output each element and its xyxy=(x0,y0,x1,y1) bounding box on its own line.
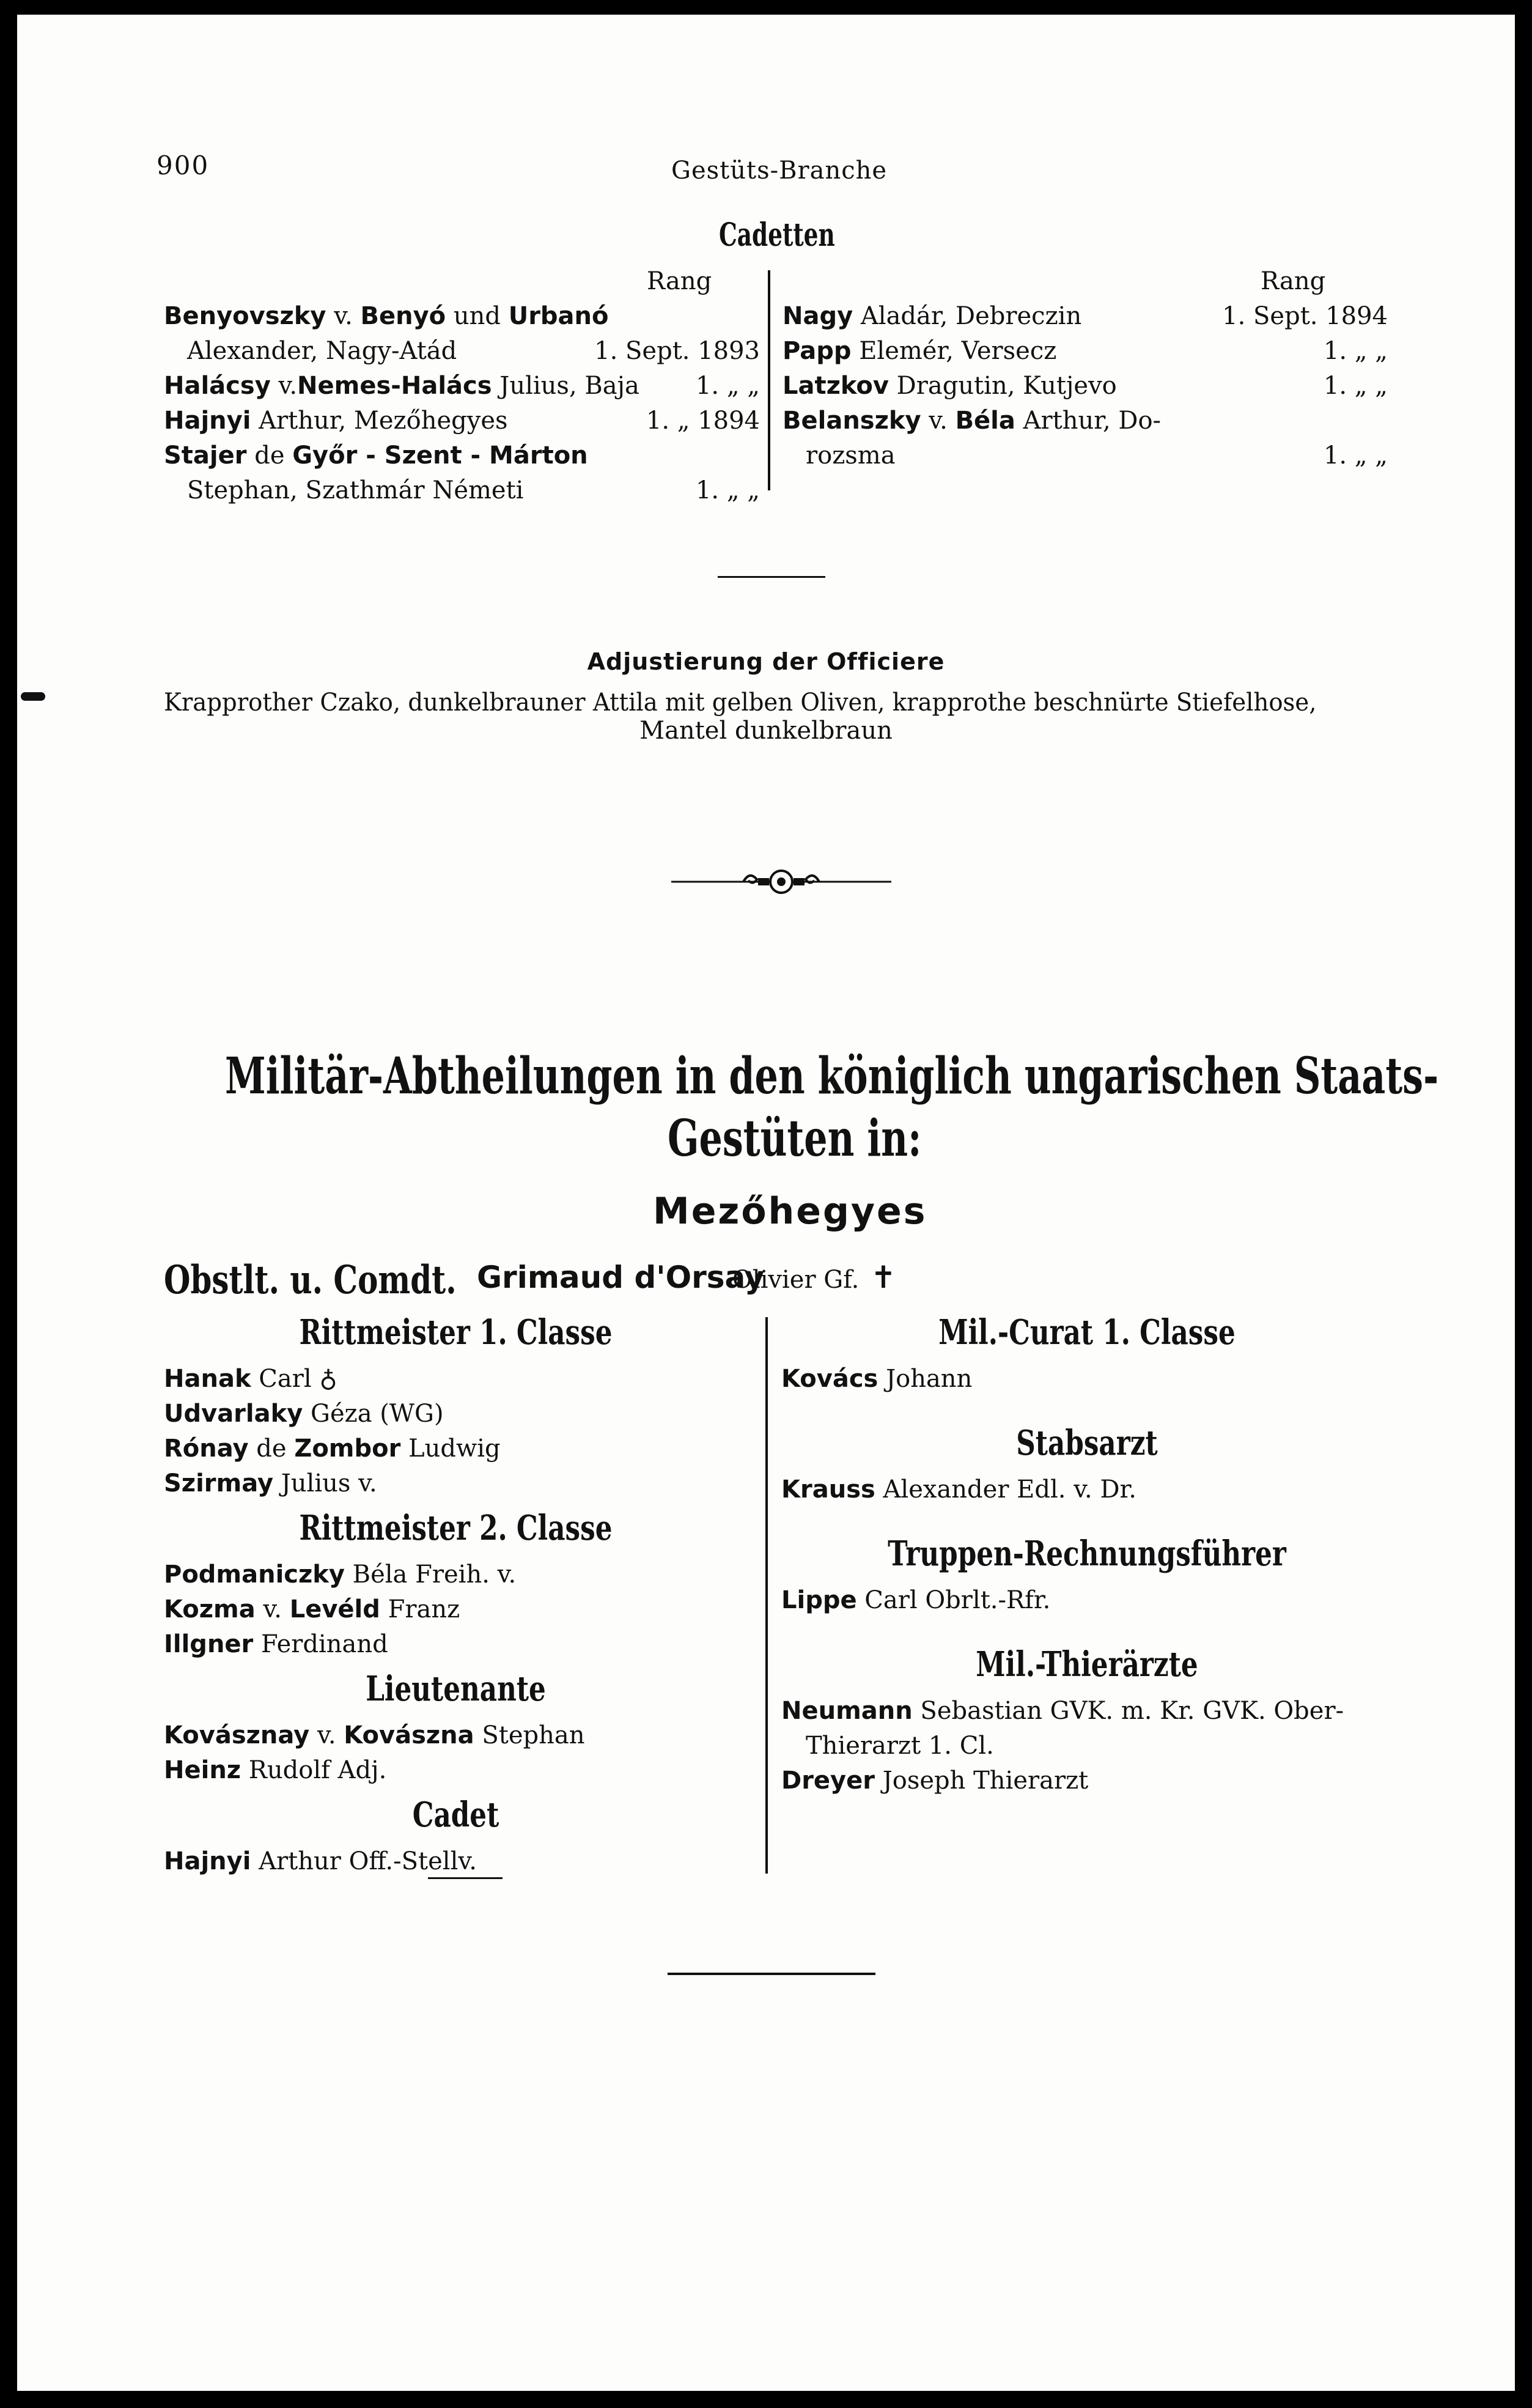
cadetten-right-list xyxy=(783,299,1388,473)
cadet-entry xyxy=(164,299,760,334)
entry-given-names: Dragutin, Kutjevo xyxy=(888,372,1117,400)
staff-entry xyxy=(781,1764,1393,1798)
entry-surname-part: Nemes-Halács xyxy=(297,372,492,400)
entry-given-names: Julius, Baja xyxy=(492,372,639,400)
entry-given-names: Alexander Edl. v. Dr. xyxy=(875,1475,1136,1504)
entry-surname: Halácsy xyxy=(164,372,271,400)
staff-entry xyxy=(164,1844,748,1879)
entry-surname-part: Levéld xyxy=(289,1595,380,1623)
cadetten-left-list xyxy=(164,299,760,508)
entry-surname: Dreyer xyxy=(781,1767,875,1795)
commander-details: Olivier Gf. xyxy=(732,1266,860,1294)
staff-entry xyxy=(164,1397,748,1431)
entry-surname: Rónay xyxy=(164,1435,249,1463)
entry-given-names: Sebastian GVK. m. Kr. GVK. Ober- xyxy=(912,1697,1344,1725)
cross-icon: ✝ xyxy=(871,1260,896,1295)
lower-divider xyxy=(765,1317,768,1874)
entry-rang: 1. „ „ xyxy=(1323,372,1388,400)
entry-surname: Nagy xyxy=(783,302,853,330)
entry-rang: 1. „ „ xyxy=(1323,337,1388,365)
entry-given-names: Ludwig xyxy=(400,1435,501,1463)
cadet-entry xyxy=(783,369,1388,404)
column-heading: Lieutenante xyxy=(366,1669,546,1709)
adjustierung-title: Adjustierung der Officiere xyxy=(587,648,945,675)
entry-given-names: Elemér, Versecz xyxy=(851,337,1057,365)
entry-particle: v. xyxy=(921,407,956,435)
entry-particle: v. xyxy=(309,1721,344,1749)
entry-surname: Heinz xyxy=(164,1756,241,1784)
column-heading: Rittmeister 1. Classe xyxy=(299,1312,613,1353)
section-title-line-1: Militär-Abtheilungen in den königlich ungarischen Staats- xyxy=(225,1047,1439,1106)
cadet-entry xyxy=(164,334,760,369)
entry-given-names: Thierarzt 1. Cl. xyxy=(806,1732,994,1760)
entry-given-names: Rudolf Adj. xyxy=(241,1756,387,1784)
adjustierung-line-1: Krapprother Czako, dunkelbrauner Attila mit gelben Oliven, krapprothe beschnürte Stiefelhose, xyxy=(164,689,1317,717)
staff-entry xyxy=(164,1627,748,1662)
entry-surname: Neumann xyxy=(781,1697,913,1725)
staff-entry xyxy=(164,1431,748,1466)
entry-rang: 1. „ „ xyxy=(695,372,760,400)
entry-surname: Papp xyxy=(783,337,852,365)
entry-particle: v. xyxy=(326,302,361,330)
staff-entry xyxy=(164,1718,748,1753)
page-number: 900 xyxy=(157,150,210,180)
left-column xyxy=(164,1314,748,1879)
entry-particle: de xyxy=(248,1435,295,1463)
entry-surname-part: Kovászna xyxy=(344,1721,474,1749)
entry-surname: Benyovszky xyxy=(164,302,326,330)
entry-given-names: Arthur Off.-Stellv. xyxy=(251,1847,477,1875)
entry-particle: und xyxy=(446,302,509,330)
staff-entry xyxy=(164,1466,748,1501)
entry-text: Stephan, Szathmár Németi xyxy=(187,476,524,504)
entry-rang: 1. „ „ xyxy=(695,476,760,504)
entry-rang: 1. Sept. 1893 xyxy=(594,337,760,365)
entry-surname-part: Urbanó xyxy=(508,302,609,330)
entry-rang: 1. „ 1894 xyxy=(646,407,760,435)
entry-rang: 1. Sept. 1894 xyxy=(1222,302,1388,330)
entry-given-names: Ferdinand xyxy=(253,1630,388,1658)
cadet-entry xyxy=(783,334,1388,369)
entry-text: Alexander, Nagy-Atád xyxy=(187,337,457,365)
staff-entry xyxy=(781,1472,1393,1507)
cadet-entry xyxy=(164,473,760,508)
column-heading: Rittmeister 2. Classe xyxy=(299,1508,613,1548)
cadet-entry xyxy=(164,369,760,404)
entry-surname: Hajnyi xyxy=(164,1847,251,1875)
entry-surname: Hanak xyxy=(164,1365,251,1393)
staff-entry xyxy=(164,1362,748,1397)
entry-text: rozsma xyxy=(806,441,896,470)
cadet-entry xyxy=(783,299,1388,334)
ornament-divider-icon xyxy=(671,865,891,899)
entry-given-names: Aladár, Debreczin xyxy=(853,302,1082,330)
adjustierung-line-2: Mantel dunkelbraun xyxy=(639,717,893,745)
commander-surname: Grimaud d'Orsay xyxy=(477,1260,765,1295)
rang-label-right: Rang xyxy=(1261,267,1326,295)
entry-surname: Belanszky xyxy=(783,407,921,435)
entry-surname: Latzkov xyxy=(783,372,889,400)
staff-entry xyxy=(781,1694,1393,1729)
entry-rang: 1. „ „ xyxy=(1323,441,1388,470)
entry-surname: Lippe xyxy=(781,1586,857,1614)
entry-surname-part: Benyó xyxy=(360,302,446,330)
section-title-line-2: Gestüten in: xyxy=(668,1109,922,1168)
cadetten-title: Cadetten xyxy=(719,216,835,254)
entry-given-names: Carl ♁ xyxy=(251,1365,337,1393)
commander-rank: Obstlt. u. Comdt. xyxy=(164,1257,457,1303)
rang-label-left: Rang xyxy=(647,267,712,295)
left-end-rule xyxy=(428,1877,503,1879)
staff-entry xyxy=(164,1753,748,1788)
entry-particle: de xyxy=(246,441,293,470)
column-heading: Mil.-Curat 1. Classe xyxy=(938,1312,1236,1353)
entry-surname: Podmaniczky xyxy=(164,1560,345,1589)
cadet-entry xyxy=(783,404,1388,438)
margin-mark xyxy=(21,692,45,701)
right-column xyxy=(781,1314,1393,1798)
column-heading: Stabsarzt xyxy=(1016,1423,1158,1463)
entry-surname-part: Győr - Szent - Márton xyxy=(292,441,588,470)
column-heading: Cadet xyxy=(412,1795,499,1835)
entry-given-names: Joseph Thierarzt xyxy=(875,1767,1089,1795)
staff-entry xyxy=(781,1729,1393,1764)
entry-given-names: Julius v. xyxy=(273,1469,377,1498)
entry-surname: Kovásznay xyxy=(164,1721,310,1749)
entry-given-names: Géza (WG) xyxy=(303,1400,444,1428)
entry-surname: Stajer xyxy=(164,441,247,470)
entry-surname: Kovács xyxy=(781,1365,878,1393)
entry-surname-part: Béla xyxy=(955,407,1015,435)
entry-given-names: Carl Obrlt.-Rfr. xyxy=(856,1586,1051,1614)
entry-surname: Hajnyi xyxy=(164,407,251,435)
column-heading: Truppen-Rechnungsführer xyxy=(888,1534,1286,1574)
staff-entry xyxy=(781,1362,1393,1397)
cadet-entry xyxy=(164,404,760,438)
entry-particle: v. xyxy=(270,372,298,400)
entry-surname-part: Zombor xyxy=(294,1435,401,1463)
cadet-entry xyxy=(164,438,760,473)
staff-entry xyxy=(164,1592,748,1627)
section-divider-1 xyxy=(718,576,825,578)
entry-given-names: Arthur, Do- xyxy=(1015,407,1162,435)
cadet-entry xyxy=(783,438,1388,473)
entry-given-names: Stephan xyxy=(474,1721,585,1749)
staff-entry xyxy=(781,1583,1393,1618)
entry-given-names: Béla Freih. v. xyxy=(344,1560,517,1589)
cadetten-divider xyxy=(768,270,770,490)
document-page xyxy=(17,15,1515,2391)
entry-surname: Udvarlaky xyxy=(164,1400,303,1428)
entry-particle: v. xyxy=(255,1595,290,1623)
entry-surname: Kozma xyxy=(164,1595,256,1623)
staff-entry xyxy=(164,1557,748,1592)
entry-given-names: Johann xyxy=(878,1365,973,1393)
entry-given-names: Arthur, Mezőhegyes xyxy=(251,407,508,435)
entry-given-names: Franz xyxy=(380,1595,460,1623)
column-heading: Mil.-Thierärzte xyxy=(976,1644,1198,1685)
entry-surname: Illgner xyxy=(164,1630,254,1658)
place-title: Mezőhegyes xyxy=(653,1190,927,1233)
running-title: Gestüts-Branche xyxy=(671,157,888,185)
page-end-rule xyxy=(668,1973,875,1975)
entry-surname: Krauss xyxy=(781,1475,875,1504)
entry-surname: Szirmay xyxy=(164,1469,274,1498)
